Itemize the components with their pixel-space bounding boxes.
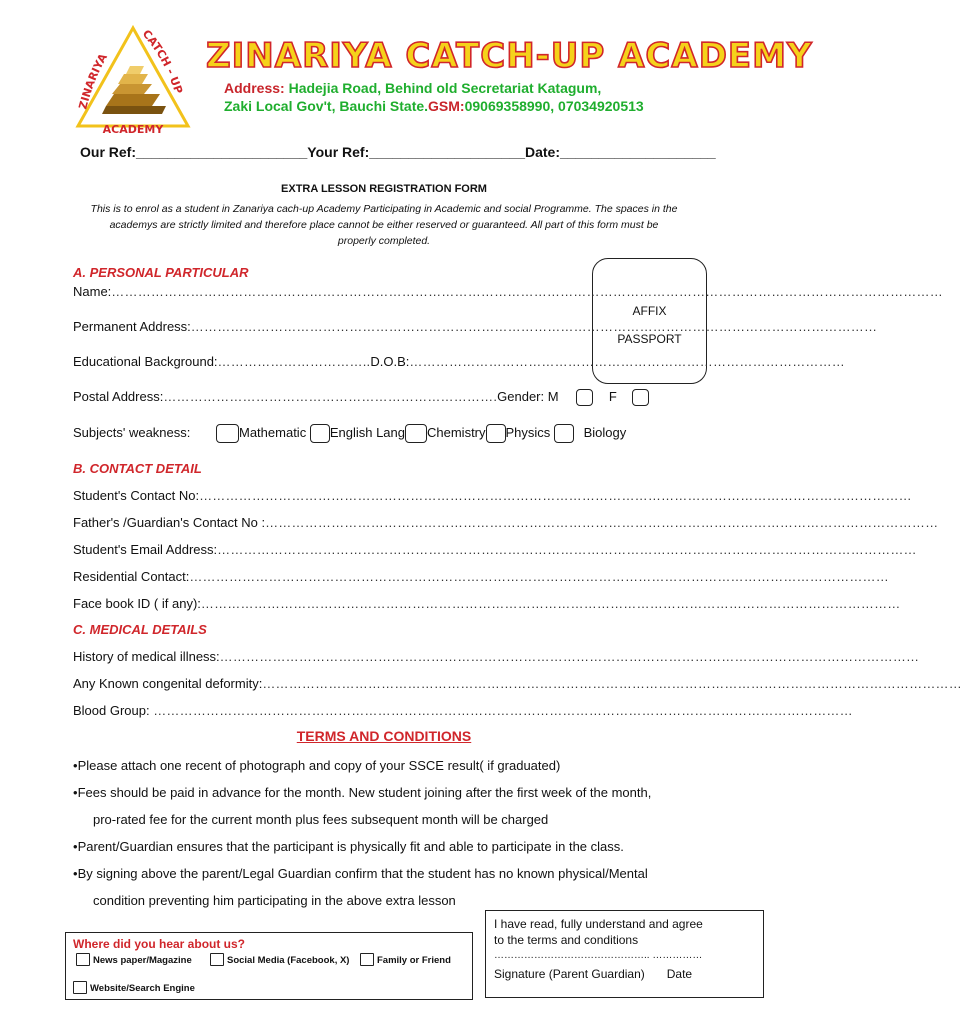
subject-chemistry-checkbox[interactable]	[405, 424, 427, 443]
agreement-box[interactable]: I have read, fully understand and agree to the terms and conditions ……………………………………….. …………… Signature (Parent Guardian) Date	[485, 910, 764, 998]
congenital-deformity-field[interactable]: Any Known congenital deformity:……………………………………………………………………………………………………………………………………………	[73, 676, 962, 691]
guardian-contact-field[interactable]: Father's /Guardian's Contact No :………………………………………………………………………………………………………………………………………	[73, 515, 939, 530]
contact-section-heading: B. CONTACT DETAIL	[73, 461, 202, 476]
education-dob-field[interactable]: Educational Background:……………………………..D.O.B:………………………………………………………………………………………	[73, 354, 845, 369]
postal-gender-row: Postal Address:………………………………………………………………….Gender: M F	[73, 389, 649, 406]
subjects-row: Subjects' weakness: Mathematic English Lang Chemistry Physics Biology	[73, 424, 626, 443]
address-line-2: Zaki Local Gov't, Bauchi State.GSM:09069358990, 07034920513	[224, 98, 644, 114]
residential-contact-field[interactable]: Residential Contact:……………………………………………………………………………………………………………………………………………	[73, 569, 889, 584]
postal-address-field[interactable]: Postal Address:………………………………………………………………….	[73, 389, 498, 404]
student-email-field[interactable]: Student's Email Address:……………………………………………………………………………………………………………………………………………	[73, 542, 917, 557]
gender-m-checkbox[interactable]	[576, 389, 593, 406]
student-contact-field[interactable]: Student's Contact No:………………………………………………………………………………………………………………………………………………	[73, 488, 912, 503]
passport-photo-box[interactable]: AFFIX PASSPORT	[592, 258, 707, 384]
term-item-continued: condition preventing him participating in the above extra lesson	[93, 893, 456, 908]
svg-text:CATCH - UP: CATCH - UP	[139, 27, 186, 96]
terms-list	[73, 752, 733, 914]
medical-section-heading: C. MEDICAL DETAILS	[73, 622, 207, 637]
form-intro: This is to enrol as a student in Zanariya cach-up Academy Participating in Academic and social Programme. The spaces in the academys are strictly limited and therefore place cannot be either reserved or guaranteed. All part of this form must be properly completed.	[90, 203, 678, 247]
address-line-1: Address: Hadejia Road, Behind old Secretariat Katagum,	[224, 80, 602, 96]
svg-text:ZINARIYA: ZINARIYA	[76, 51, 110, 111]
academy-title: ZINARIYA CATCH-UP ACADEMY	[206, 36, 813, 76]
hear-about-us-title: Where did you hear about us?	[73, 937, 246, 951]
reference-line[interactable]: Our Ref:______________________Your Ref:____________________Date:____________________	[80, 144, 716, 160]
medical-history-field[interactable]: History of medical illness:……………………………………………………………………………………………………………………………………………	[73, 649, 920, 664]
subject-english-checkbox[interactable]	[310, 424, 330, 443]
subject-mathematic-checkbox[interactable]	[216, 424, 239, 443]
subject-biology-checkbox[interactable]	[554, 424, 574, 443]
blood-group-field[interactable]: Blood Group: ……………………………………………………………………………………………………………………………………………	[73, 703, 853, 718]
term-item: •Please attach one recent of photograph and copy of your SSCE result( if graduated)	[73, 758, 561, 773]
personal-section-heading: A. PERSONAL PARTICULAR	[73, 265, 249, 280]
terms-heading: TERMS AND CONDITIONS	[296, 728, 472, 744]
signature-dots[interactable]: ……………………………………….. ……………	[494, 950, 703, 961]
name-field[interactable]: Name:………………………………………………………………………………………………………………………………………………………………………	[73, 284, 943, 299]
academy-logo	[72, 22, 194, 140]
logo-academy-text: ACADEMY	[102, 123, 164, 136]
term-item-continued: pro-rated fee for the current month plus fees subsequent month will be charged	[93, 812, 549, 827]
gender-f-checkbox[interactable]	[632, 389, 649, 406]
option-newspaper[interactable]: News paper/Magazine	[76, 953, 192, 966]
form-heading: EXTRA LESSON REGISTRATION FORM	[281, 183, 487, 195]
term-item: •By signing above the parent/Legal Guardian confirm that the student has no known physical/Mental	[73, 866, 648, 881]
option-family-friend[interactable]: Family or Friend	[360, 953, 451, 966]
option-website[interactable]: Website/Search Engine	[73, 981, 195, 994]
signature-label: Signature (Parent Guardian)	[494, 967, 645, 981]
hear-about-us-box	[65, 932, 473, 1000]
permanent-address-field[interactable]: Permanent Address:…………………………………………………………………………………………………………………………………………	[73, 319, 878, 334]
subject-physics-checkbox[interactable]	[486, 424, 506, 443]
term-item: •Parent/Guardian ensures that the participant is physically fit and able to participate in the class.	[73, 839, 624, 854]
facebook-id-field[interactable]: Face book ID ( if any):……………………………………………………………………………………………………………………………………………	[73, 596, 901, 611]
option-social-media[interactable]: Social Media (Facebook, X)	[210, 953, 349, 966]
term-item: •Fees should be paid in advance for the month. New student joining after the first week of the month,	[73, 785, 652, 800]
date-label: Date	[666, 967, 693, 981]
